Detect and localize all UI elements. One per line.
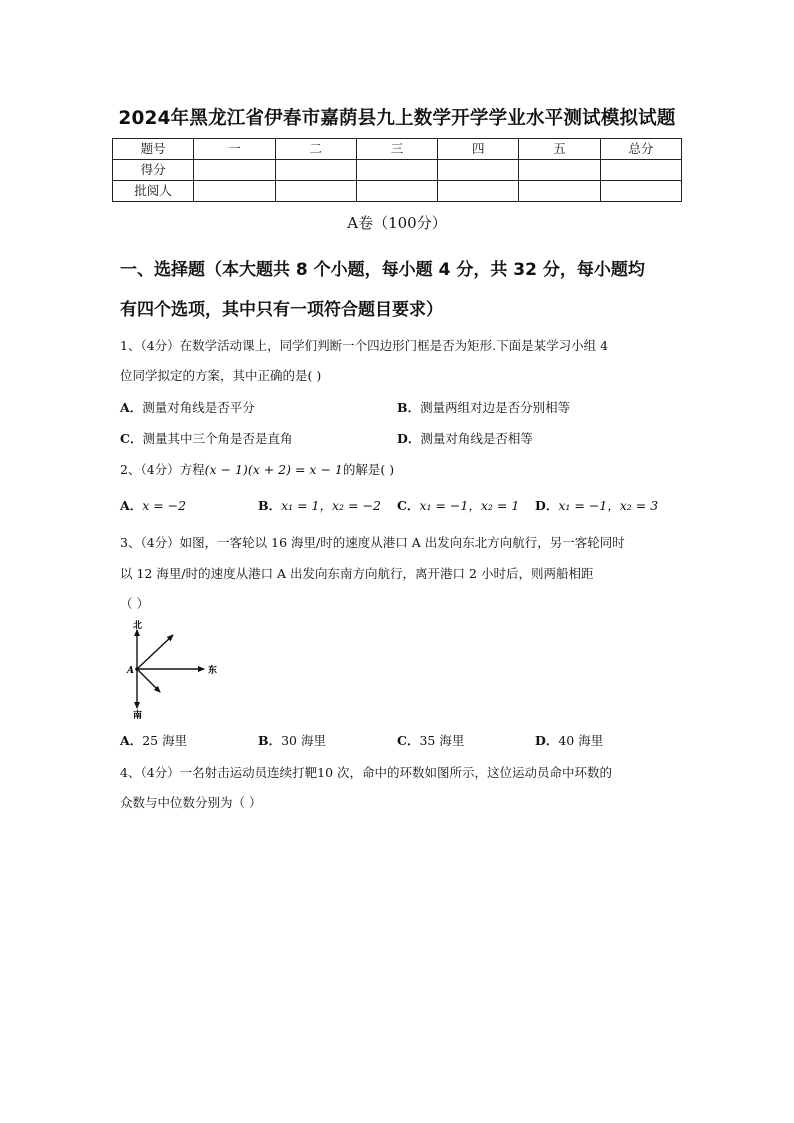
option-text: x₁ = −1，x₂ = 3 [558,498,659,513]
q4-stem-line1: 4、（4分）一名射击运动员连续打靶10 次，命中的环数如图所示，这位运动员命中环数的 [120,765,613,780]
option-label: C． [397,498,420,513]
score-cell [194,181,275,202]
south-label: 南 [133,711,143,720]
option-text: 30 海里 [281,733,326,748]
option-text: 测量对角线是否平分 [142,400,255,415]
score-cell [600,160,681,181]
score-table-header-row [113,139,682,160]
option-text: 测量其中三个角是否是直角 [142,431,293,446]
q3-stem-line2: 以 12 海里/时的速度从港口 A 出发向东南方向航行，离开港口 2 小时后，则两船相距 [120,566,594,581]
score-cell [275,181,356,202]
q3-stem-line1: 3、（4分）如图，一客轮以 16 海里/时的速度从港口 A 出发向东北方向航行，另一客轮同时 [120,535,625,550]
q1-option-b [397,398,570,416]
score-table-header-cell: 四 [438,139,519,160]
q2-option-d [535,496,658,514]
q2-option-a [120,496,186,514]
option-label: C． [120,431,143,446]
score-row-label: 批阅人 [113,181,194,202]
option-label: B． [258,498,282,513]
score-table-header-cell: 二 [275,139,356,160]
north-label: 北 [133,621,143,631]
option-text: x₁ = −1，x₂ = 1 [419,498,520,513]
option-label: C． [397,733,420,748]
point-a-label: A [127,666,134,676]
part1-heading-line1: 一、选择题（本大题共 8 个小题，每小题 4 分，共 32 分，每小题均 [120,260,645,280]
q3-option-c [397,731,464,749]
option-label: B． [258,733,282,748]
q3-option-d [535,731,603,749]
score-cell [519,160,600,181]
option-label: A． [120,498,143,513]
q1-stem-line2: 位同学拟定的方案，其中正确的是( ) [120,368,322,383]
q2-option-c [397,496,519,514]
east-label: 东 [208,666,218,676]
q2-option-b [258,496,381,514]
option-label: D． [397,431,421,446]
q1-option-d [397,429,533,447]
score-cell [519,181,600,202]
score-cell [356,160,437,181]
option-label: B． [397,400,421,415]
score-table-row [113,181,682,202]
score-cell [438,160,519,181]
q2-prefix: 2、（4分）方程 [120,462,205,477]
q3-option-b [258,731,326,749]
score-table [112,138,682,202]
option-label: D． [535,733,559,748]
q2-stem [120,460,394,478]
score-table-header-cell: 一 [194,139,275,160]
score-table-header-cell: 三 [356,139,437,160]
option-text: 测量两组对边是否分别相等 [420,400,571,415]
score-cell [438,181,519,202]
score-cell [275,160,356,181]
q4-stem-line2: 众数与中位数分别为（ ） [120,795,262,810]
southeast-arrow [137,669,160,692]
score-table-row [113,160,682,181]
score-row-label: 得分 [113,160,194,181]
score-cell [194,160,275,181]
option-text: 25 海里 [142,733,188,748]
score-table-header-cell: 五 [519,139,600,160]
page-title: 2024年黑龙江省伊春市嘉荫县九上数学开学学业水平测试模拟试题 [118,108,676,129]
option-label: A． [120,733,143,748]
q1-option-a [120,398,255,416]
section-a-heading: A卷（100分） [347,214,447,232]
score-cell [356,181,437,202]
score-table-header-cell: 总分 [600,139,681,160]
option-text: 测量对角线是否相等 [420,431,533,446]
option-text: x₁ = 1，x₂ = −2 [281,498,381,513]
q1-stem-line1: 1、（4分）在数学活动课上，同学们判断一个四边形门框是否为矩形.下面是某学习小组 4 [120,338,609,353]
q3-stem-line3: （ ） [120,596,149,611]
part1-heading-line2: 有四个选项，其中只有一项符合题目要求） [120,300,443,320]
compass-diagram [118,618,228,720]
q1-option-c [120,429,292,447]
option-label: A． [120,400,143,415]
option-text: 40 海里 [558,733,604,748]
q2-suffix: 的解是( ) [342,462,395,477]
port-point [135,667,139,671]
option-label: D． [535,498,559,513]
option-text: x = −2 [142,498,187,513]
q3-option-a [120,731,187,749]
option-text: 35 海里 [419,733,465,748]
q2-equation: (x − 1)(x + 2) = x − 1 [204,462,343,477]
score-table-header-cell: 题号 [113,139,194,160]
northeast-arrow [137,635,173,669]
score-cell [600,181,681,202]
